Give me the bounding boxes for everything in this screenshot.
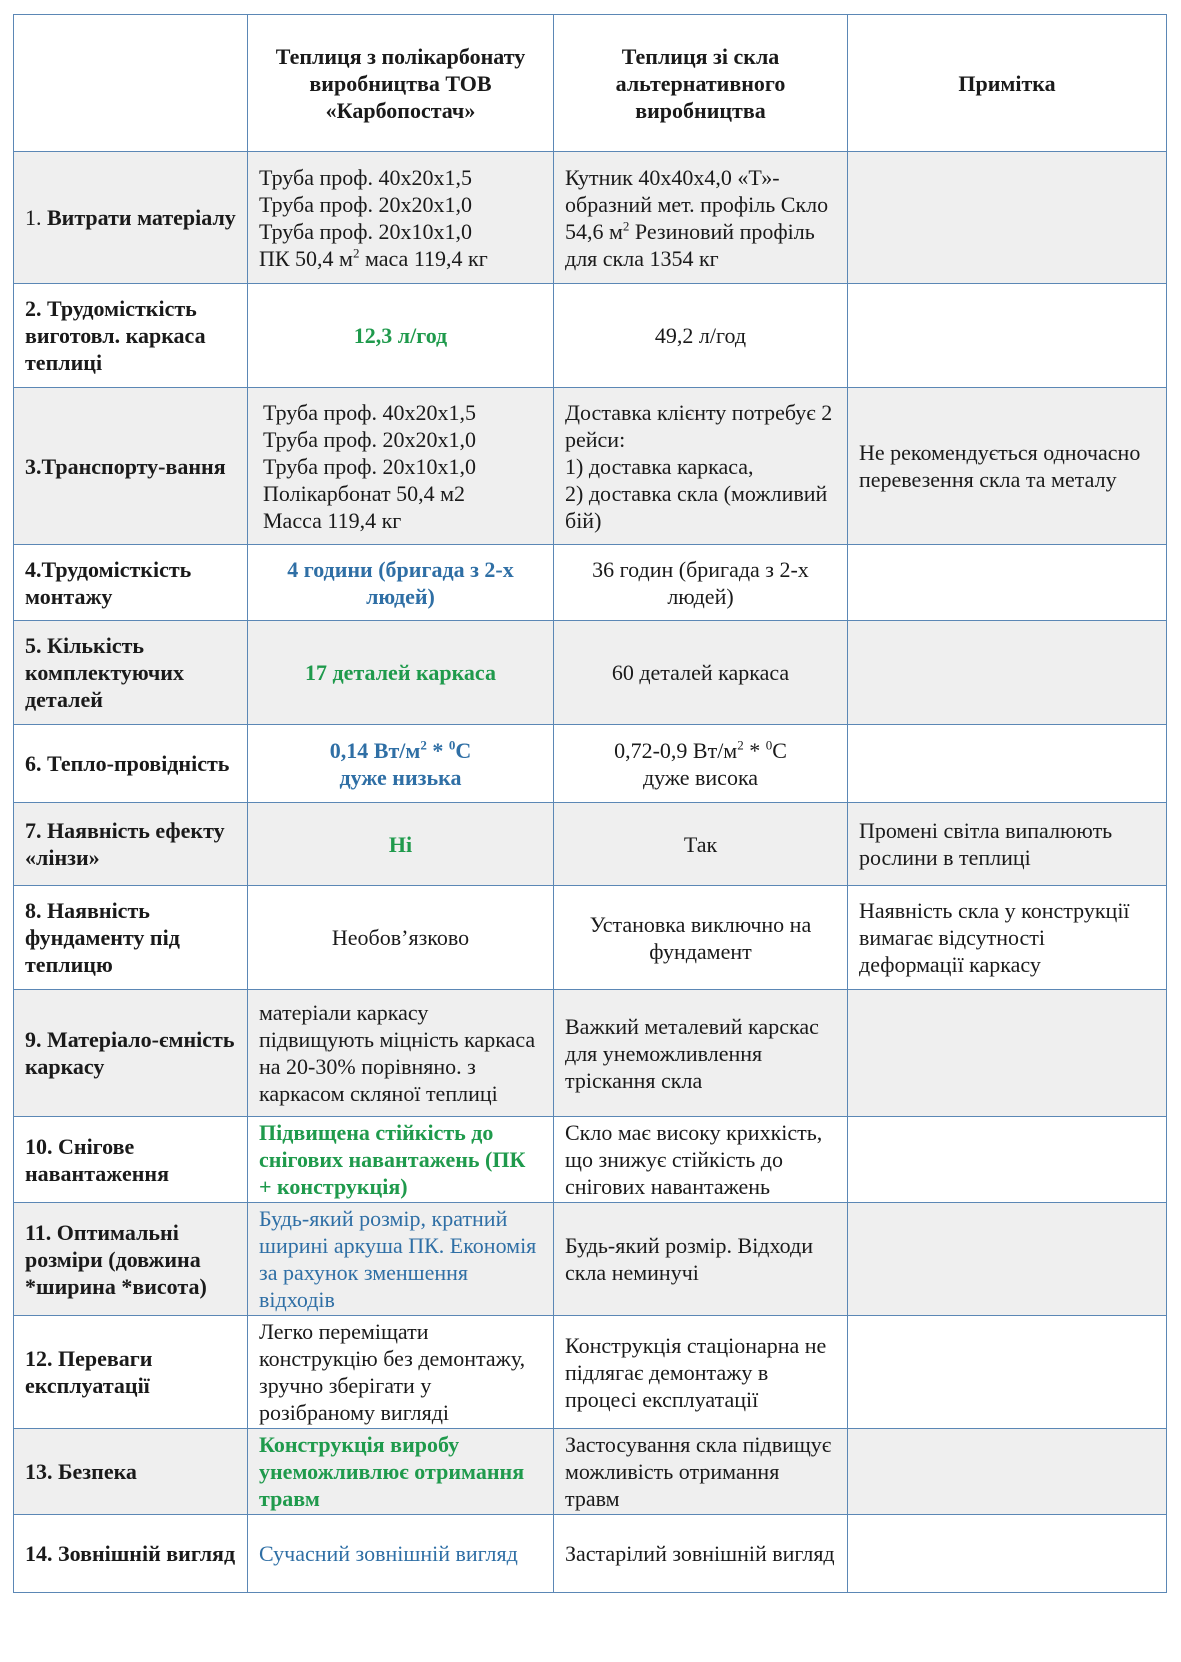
polycarbonate-cell: Підвищена стійкість до снігових навантажень (ПК + конструкція)	[248, 1117, 554, 1203]
note-cell	[848, 1429, 1167, 1515]
glass-line: 1) доставка каркаса,	[565, 453, 754, 479]
pc-line: Труба проф. 20х20х1,0	[263, 426, 477, 452]
row-label: 13. Безпека	[14, 1429, 248, 1515]
glass-cell	[554, 388, 848, 545]
note-cell: Наявність скла у конструкції вимагає відсутності деформації каркасу	[848, 886, 1167, 990]
table-row	[14, 1515, 1167, 1593]
row-label: 7. Наявність ефекту «лінзи»	[14, 803, 248, 886]
table-row	[14, 725, 1167, 803]
row-label: 10. Снігове навантаження	[14, 1117, 248, 1203]
note-cell	[848, 725, 1167, 803]
table-row	[14, 1117, 1167, 1203]
pc-conductivity-value: 0,14 $Вт/м^2 * ^0С$	[329, 737, 472, 763]
polycarbonate-cell	[248, 388, 554, 545]
glass-cell	[554, 152, 848, 284]
glass-cell: Будь-який розмір. Відходи скла неминучі	[554, 1203, 848, 1316]
row-label: 14. Зовнішній вигляд	[14, 1515, 248, 1593]
polycarbonate-cell: 12,3 л/год	[248, 284, 554, 388]
glass-cell: Застарілий зовнішній вигляд	[554, 1515, 848, 1593]
glass-text-b: Резиновий профіль для скла 1354 кг	[565, 218, 815, 271]
table-row	[14, 1316, 1167, 1429]
table-row	[14, 284, 1167, 388]
polycarbonate-cell: Сучасний зовнішній вигляд	[248, 1515, 554, 1593]
row-label: 6. Тепло-провідність	[14, 725, 248, 803]
glass-conductivity-value: 0,72-0,9 $Вт/м^2 * ^0С$	[614, 737, 787, 763]
pc-mass-text: маса 119,4 кг	[359, 245, 488, 271]
polycarbonate-cell: Ні	[248, 803, 554, 886]
pc-line: Труба проф. 20х10х1,0	[263, 453, 477, 479]
table-row	[14, 1203, 1167, 1316]
row-label: 2. Трудомісткість виготовл. каркаса теплиці	[14, 284, 248, 388]
pc-line: Труба проф. 40х20х1,5	[259, 164, 473, 190]
pc-conductivity-note: дуже низька	[339, 764, 462, 790]
pc-line: Труба проф. 20х20х1,0	[259, 191, 473, 217]
glass-cell	[554, 725, 848, 803]
row-label: 3.Транспорту-вання	[14, 388, 248, 545]
glass-cell: 36 годин (бригада з 2-х людей)	[554, 545, 848, 621]
table-row	[14, 803, 1167, 886]
row-label: 11. Оптимальні розміри (довжина *ширина *висота)	[14, 1203, 248, 1316]
pc-line: Полікарбонат 50,4 м2	[263, 480, 466, 506]
glass-cell: 60 деталей каркаса	[554, 621, 848, 725]
table-row	[14, 886, 1167, 990]
glass-cell: Важкий металевий карскас для унеможливлення тріскання скла	[554, 990, 848, 1117]
header-empty-cell	[14, 15, 248, 152]
row-label: 12. Переваги експлуатації	[14, 1316, 248, 1429]
polycarbonate-cell: Конструкція виробу унеможливлює отримання травм	[248, 1429, 554, 1515]
glass-cell: 49,2 л/год	[554, 284, 848, 388]
glass-sup: 2	[622, 218, 630, 234]
note-cell	[848, 284, 1167, 388]
polycarbonate-cell	[248, 152, 554, 284]
note-cell	[848, 545, 1167, 621]
header-note: Примітка	[848, 15, 1167, 152]
table-row	[14, 545, 1167, 621]
glass-text-a: Кутник 40х40х4,0 «Т»-образний мет. профіль Скло 54,6 м	[565, 164, 829, 244]
table-row	[14, 621, 1167, 725]
polycarbonate-cell: Легко переміщати конструкцію без демонтажу, зручно зберігати у розібраному вигляді	[248, 1316, 554, 1429]
polycarbonate-cell	[248, 725, 554, 803]
glass-cell: Так	[554, 803, 848, 886]
header-polycarbonate: Теплиця з полікарбонату виробництва ТОВ «Карбопостач»	[248, 15, 554, 152]
glass-conductivity-note: дуже висока	[642, 764, 759, 790]
row-label: 4.Трудомісткість монтажу	[14, 545, 248, 621]
note-cell	[848, 1203, 1167, 1316]
note-cell: Промені світла випалюють рослини в теплиці	[848, 803, 1167, 886]
pc-line: Масса 119,4 кг	[263, 507, 402, 533]
note-cell: Не рекомендується одночасно перевезення скла та металу	[848, 388, 1167, 545]
header-row	[14, 15, 1167, 152]
polycarbonate-cell: Необов’язково	[248, 886, 554, 990]
pc-line	[259, 245, 542, 272]
polycarbonate-cell: 4 години (бригада з 2-х людей)	[248, 545, 554, 621]
note-cell	[848, 990, 1167, 1117]
glass-cell: Застосування скла підвищує можливість отримання травм	[554, 1429, 848, 1515]
pc-area-sup: 2	[352, 245, 360, 261]
glass-cell: Установка виключно на фундамент	[554, 886, 848, 990]
header-glass: Теплиця зі скла альтернативного виробництва	[554, 15, 848, 152]
note-cell	[848, 152, 1167, 284]
note-cell	[848, 1316, 1167, 1429]
row-label: 5. Кількість комплектуючих деталей	[14, 621, 248, 725]
table-row	[14, 152, 1167, 284]
glass-line: 2) доставка скла (можливий бій)	[565, 480, 828, 533]
note-cell	[848, 621, 1167, 725]
row-number: 1.	[25, 205, 42, 230]
note-cell	[848, 1117, 1167, 1203]
glass-cell: Скло має високу крихкість, що знижує стійкість до снігових навантажень	[554, 1117, 848, 1203]
pc-area-text: ПК 50,4 м	[259, 245, 353, 271]
row-label	[14, 152, 248, 284]
comparison-table	[13, 14, 1167, 1593]
note-cell	[848, 1515, 1167, 1593]
glass-cell: Конструкція стаціонарна не підлягає демонтажу в процесі експлуатації	[554, 1316, 848, 1429]
row-label: 8. Наявність фундаменту під теплицю	[14, 886, 248, 990]
polycarbonate-cell: 17 деталей каркаса	[248, 621, 554, 725]
polycarbonate-cell: Будь-який розмір, кратний ширині аркуша ПК. Економія за рахунок зменшення відходів	[248, 1203, 554, 1316]
glass-line: Доставка клієнту потребує 2 рейси:	[565, 399, 833, 452]
row-label-text: Витрати матеріалу	[47, 205, 236, 230]
table-row	[14, 1429, 1167, 1515]
table-row	[14, 990, 1167, 1117]
polycarbonate-cell: матеріали каркасу підвищують міцність каркаса на 20-30% порівняно. з каркасом скляної теплиці	[248, 990, 554, 1117]
pc-line: Труба проф. 40х20х1,5	[263, 399, 477, 425]
row-label: 9. Матеріало-ємність каркасу	[14, 990, 248, 1117]
table-row	[14, 388, 1167, 545]
pc-line: Труба проф. 20х10х1,0	[259, 218, 473, 244]
